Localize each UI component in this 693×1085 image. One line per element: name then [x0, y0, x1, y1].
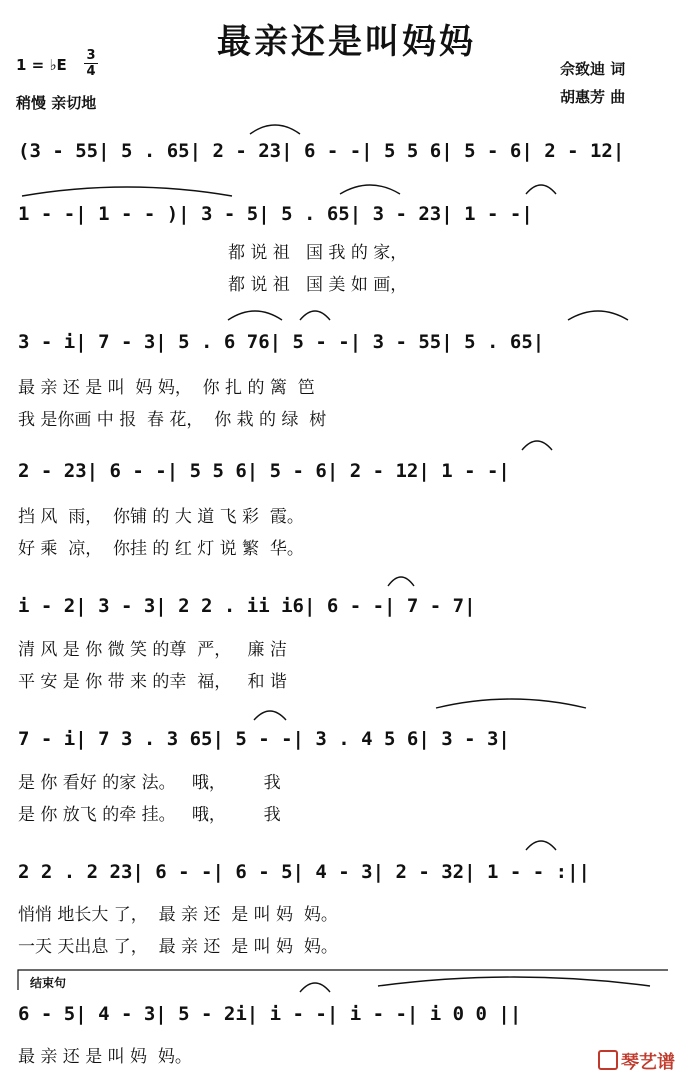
- slur-arc: [526, 185, 556, 194]
- slur-arc: [436, 699, 586, 708]
- slur-arc: [300, 311, 330, 320]
- tempo-marking: 稍慢 亲切地: [16, 94, 97, 112]
- slur-arc: [254, 711, 286, 720]
- lyric-line: 都 说 祖 国 美 如 画，: [228, 275, 408, 295]
- lyric-line: 最 亲 还 是 叫 妈 妈， 你 扎 的 篱 笆: [18, 378, 315, 398]
- lyric-line: 平 安 是 你 带 来 的幸 福， 和 谐: [18, 672, 287, 692]
- slur-arc: [378, 977, 650, 986]
- slur-arc: [228, 311, 282, 320]
- lyric-line: 好 乘 凉， 你挂 的 红 灯 说 繁 华。: [18, 539, 304, 559]
- slur-arc: [300, 983, 330, 992]
- composer-credit: 胡惠芳 曲: [560, 88, 626, 106]
- slur-arc: [522, 441, 552, 450]
- lyric-line: 最 亲 还 是 叫 妈 妈。: [18, 1047, 192, 1067]
- notation-line: 2 - 23| 6 - -| 5 5 6| 5 - 6| 2 - 12| 1 - -|: [18, 460, 510, 482]
- slur-arc: [568, 311, 628, 320]
- ending-label: 结束句: [30, 976, 67, 990]
- slur-arc: [526, 841, 556, 850]
- lyric-line: 都 说 祖 国 我 的 家，: [228, 243, 408, 263]
- notation-line: 2 2 . 2 23| 6 - -| 6 - 5| 4 - 3| 2 - 32| 1 - - :||: [18, 861, 590, 883]
- notation-line: i - 2| 3 - 3| 2 2 . ii i6| 6 - -| 7 - 7|: [18, 595, 476, 617]
- watermark-text: 琴艺谱: [621, 1052, 675, 1073]
- time-sig-top: 3: [86, 48, 96, 63]
- slur-arc: [250, 125, 300, 134]
- slur-arc: [340, 185, 400, 194]
- notation-line: (3 - 55| 5 . 65| 2 - 23| 6 - -| 5 5 6| 5 - 6| 2 - 12|: [18, 140, 625, 162]
- lyric-line: 挡 风 雨， 你铺 的 大 道 飞 彩 霞。: [18, 507, 304, 527]
- lyricist-credit: 佘致迪 词: [560, 60, 626, 78]
- key-text: 1 = ♭E: [16, 56, 67, 74]
- lyric-line: 清 风 是 你 微 笑 的尊 严， 廉 洁: [18, 640, 287, 660]
- lyric-line: 一天 天出息 了， 最 亲 还 是 叫 妈 妈。: [18, 937, 338, 957]
- notation-line: 1 - -| 1 - - )| 3 - 5| 5 . 65| 3 - 23| 1 - -|: [18, 203, 533, 225]
- lyric-line: 是 你 放飞 的牵 挂。 哦， 我: [18, 805, 281, 825]
- lyric-line: 悄悄 地长大 了， 最 亲 还 是 叫 妈 妈。: [18, 905, 338, 925]
- time-sig-bottom: 4: [86, 64, 96, 79]
- song-title: 最亲还是叫妈妈: [217, 22, 476, 62]
- notation-line: 6 - 5| 4 - 3| 5 - 2i| i - -| i - -| i 0 0 ||: [18, 1003, 522, 1025]
- notation-line: 3 - i| 7 - 3| 5 . 6 76| 5 - -| 3 - 55| 5 . 65|: [18, 331, 545, 353]
- lyric-line: 是 你 看好 的家 法。 哦， 我: [18, 773, 281, 793]
- ending-bracket: [18, 970, 668, 990]
- slur-arc: [388, 577, 414, 586]
- lyric-line: 我 是你画 中 报 春 花， 你 栽 的 绿 树: [18, 410, 327, 430]
- slur-arc: [22, 187, 232, 196]
- notation-line: 7 - i| 7 3 . 3 65| 5 - -| 3 . 4 5 6| 3 - 3|: [18, 728, 510, 750]
